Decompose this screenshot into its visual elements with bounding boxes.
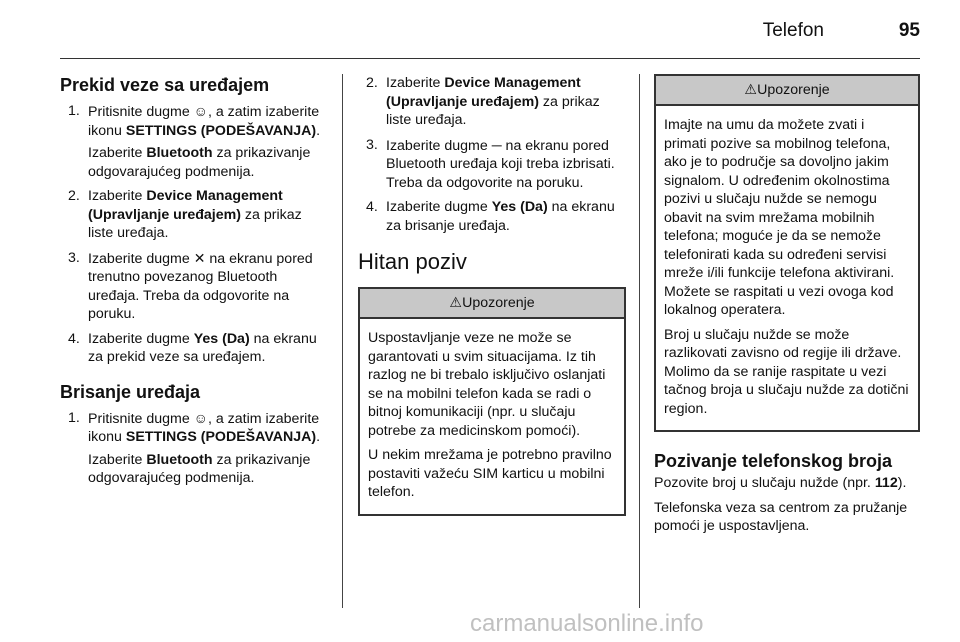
page-number: 95 <box>898 20 920 41</box>
column-1 <box>60 74 328 494</box>
page-header <box>60 0 920 59</box>
list-item: 4. Izaberite dugme Yes (Da) na ekranu za brisanje uređaja. <box>366 199 615 234</box>
column-2 <box>358 74 626 526</box>
home-icon: ☺ <box>193 103 208 119</box>
list-item: 2. Izaberite Device Management (Upravljanje uređajem) za prikaz liste uređaja. <box>68 188 302 241</box>
list-item: 1. Pritisnite dugme ☺, a zatim izaberite ikonu SETTINGS (PODEŠAVANJA). Izaberite Bluetooth za prikazivanje odgovarajućeg podmenija. <box>68 409 321 486</box>
list-item: 4. Izaberite dugme Yes (Da) na ekranu za prekid veze sa uređajem. <box>68 330 317 365</box>
warning-text: Imajte na umu da možete zvati i primati pozive sa mobilnog telefona, ako je to područje sa dovoljno jakim signalom. U određenim okolnostima pozivi u slučaju nužde se nemogu obavit na svim mrežama mobilnih telefona; moguće je da se nemože telefonirati kada su određeni servisi mreže i/ili funkcije telefona aktivirani. Možete se raspitati u vezi ovoga kod lokalnog operatera. <box>664 117 895 318</box>
section-title: Brisanje uređaja <box>60 381 201 402</box>
column-divider <box>639 74 640 608</box>
paragraph: Pozovite broj u slučaju nužde (npr. 112). <box>654 475 907 491</box>
list-item: 2. Izaberite Device Management (Upravljanje uređajem) za prikaz liste uređaja. <box>366 75 600 128</box>
list-item: 3. Izaberite dugme ─ na ekranu pored Bluetooth uređaja koji treba izbrisati. Treba da odgovorite na poruku. <box>366 136 615 191</box>
warning-icon: ⚠ <box>449 295 463 311</box>
warning-text: Broj u slučaju nužde se može razlikovati zavisno od regije ili države. Molimo da se ranije raspitate u vezi tačnog broja u slučaju nužde za dotični region. <box>664 326 909 417</box>
steps-list <box>60 409 328 488</box>
minus-icon: ─ <box>491 136 502 153</box>
warning-header: ⚠Upozorenje <box>360 289 624 319</box>
section-title: Prekid veze sa uređajem <box>60 75 270 95</box>
home-icon: ☺ <box>193 409 208 426</box>
warning-text: Uspostavljanje veze ne može se garantovati u svim situacijama. Iz tih razlog ne bi trebalo isključivo oslanjati se na mobilni telefon kada se radi o bitnoj komunikaciji (npr. u slučaju potrebe za medicinskom pomoći). <box>368 330 606 439</box>
column-divider <box>342 74 343 608</box>
warning-text: U nekim mrežama je potrebno pravilno postaviti važeću SIM karticu u mobilni telefon. <box>368 447 612 500</box>
steps-list <box>60 102 328 367</box>
list-item: 1. Pritisnite dugme ☺, a zatim izaberite ikonu SETTINGS (PODEŠAVANJA). Izaberite Bluetooth za prikazivanje odgovarajućeg podmenija. <box>68 103 321 180</box>
subsection-title: Pozivanje telefonskog broja <box>654 451 893 471</box>
close-icon: ✕ <box>193 249 206 266</box>
warning-icon: ⚠ <box>744 82 758 98</box>
watermark: carmanualsonline.info <box>470 610 704 637</box>
list-item: 3. Izaberite dugme ✕ na ekranu pored trenutno povezanog Bluetooth uređaja. Treba da odgovorite na poruku. <box>68 249 313 322</box>
warning-box <box>358 287 626 516</box>
section-heading: Hitan poziv <box>358 249 467 274</box>
warning-header: ⚠Upozorenje <box>656 76 918 106</box>
paragraph: Telefonska veza sa centrom za pružanje pomoći je uspostavljena. <box>654 499 908 534</box>
column-3 <box>654 74 920 542</box>
warning-box <box>654 74 920 432</box>
steps-list <box>358 74 626 235</box>
page-title: Telefon <box>762 20 824 41</box>
